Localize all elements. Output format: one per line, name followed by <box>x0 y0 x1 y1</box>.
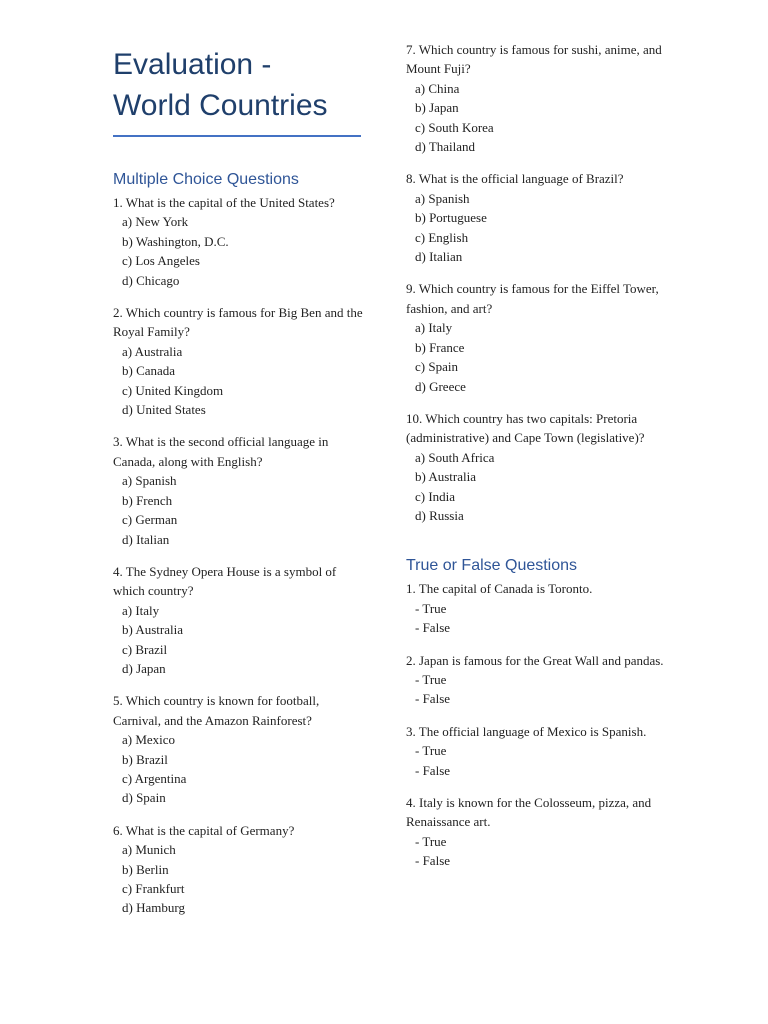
answer-option: - False <box>415 691 451 707</box>
answer-option: c) Spain <box>415 359 458 375</box>
answer-option: b) Canada <box>122 363 176 379</box>
answer-options <box>113 471 365 549</box>
answer-option: c) India <box>415 488 456 504</box>
question-item <box>113 432 365 548</box>
mcq-list-left <box>113 193 365 918</box>
answer-option: d) Hamburg <box>122 900 185 916</box>
answer-option: a) Australia <box>122 343 183 359</box>
answer-option: d) Chicago <box>122 272 180 288</box>
question-item <box>113 562 365 678</box>
question-text: 4. Italy is known for the Colosseum, pizza, and Renaissance art. <box>406 795 652 830</box>
answer-option: c) English <box>415 229 469 245</box>
answer-option: d) Thailand <box>415 139 476 155</box>
answer-option: c) Los Angeles <box>122 253 200 269</box>
question-item <box>406 793 668 871</box>
title-line-2: World Countries <box>113 89 328 122</box>
answer-option: b) Japan <box>415 100 459 116</box>
left-column <box>113 0 365 931</box>
question-item <box>406 409 668 525</box>
answer-option: d) Greece <box>415 378 466 394</box>
answer-option: d) United States <box>122 402 206 418</box>
true-false-list <box>406 579 668 870</box>
question-text: 8. What is the official language of Brazil? <box>406 171 624 187</box>
answer-option: b) France <box>415 339 465 355</box>
question-text: 4. The Sydney Opera House is a symbol of which country? <box>113 563 337 599</box>
answer-option: - True <box>415 671 447 687</box>
answer-option: b) Portuguese <box>415 210 487 226</box>
answer-option: - False <box>415 762 451 778</box>
answer-option: b) Brazil <box>122 751 168 767</box>
title-underline <box>113 135 361 137</box>
answer-option: a) South Africa <box>415 449 495 465</box>
answer-option: a) Mexico <box>122 732 176 748</box>
answer-options <box>406 599 668 638</box>
question-item <box>406 651 668 709</box>
answer-options <box>406 189 668 267</box>
answer-options <box>406 670 668 709</box>
question-item <box>406 169 668 266</box>
question-text: 3. What is the second official language in Canada, along with English? <box>113 434 329 469</box>
answer-option: a) Spanish <box>122 473 177 489</box>
title-line-1: Evaluation - <box>113 48 272 81</box>
answer-option: d) Spain <box>122 790 166 806</box>
question-text: 5. Which country is known for football, Carnival, and the Amazon Rainforest? <box>113 693 320 728</box>
answer-options <box>406 318 668 396</box>
answer-option: c) Frankfurt <box>122 881 185 896</box>
question-text: 9. Which country is famous for the Eiffel Tower, fashion, and art? <box>406 281 659 316</box>
question-text: 1. The capital of Canada is Toronto. <box>406 581 593 597</box>
question-item <box>113 691 365 807</box>
answer-options <box>406 448 668 526</box>
answer-options <box>406 79 668 157</box>
question-item <box>406 279 668 395</box>
answer-options <box>406 741 668 780</box>
answer-option: a) China <box>415 80 460 96</box>
answer-option: - True <box>415 743 447 759</box>
mcq-heading: Multiple Choice Questions <box>113 171 299 188</box>
answer-option: c) Argentina <box>122 770 187 786</box>
answer-options <box>113 730 365 808</box>
answer-option: - False <box>415 853 451 869</box>
question-text: 7. Which country is famous for sushi, anime, and Mount Fuji? <box>406 42 662 77</box>
question-item <box>113 303 365 419</box>
answer-option: - False <box>415 620 451 636</box>
question-item <box>406 722 668 780</box>
answer-option: c) German <box>122 512 178 528</box>
answer-option: d) Japan <box>122 660 166 676</box>
true-false-heading: True or False Questions <box>406 557 578 575</box>
answer-options <box>113 840 365 918</box>
question-text: 2. Which country is famous for Big Ben and the Royal Family? <box>113 305 363 340</box>
answer-option: a) Italy <box>415 320 453 336</box>
answer-option: c) United Kingdom <box>122 382 224 398</box>
answer-option: d) Italian <box>415 249 463 265</box>
answer-option: c) South Korea <box>415 119 494 135</box>
answer-option: a) Italy <box>122 602 160 618</box>
question-text: 10. Which country has two capitals: Pretoria (administrative) and Cape Town (legislative)? <box>406 410 645 446</box>
answer-option: a) Munich <box>122 842 176 858</box>
answer-option: c) Brazil <box>122 641 168 657</box>
question-item <box>406 40 668 156</box>
answer-option: - True <box>415 600 447 616</box>
question-text: 3. The official language of Mexico is Spanish. <box>406 723 647 739</box>
answer-option: b) French <box>122 492 173 508</box>
document-title <box>113 44 365 126</box>
answer-options <box>113 212 365 290</box>
question-item <box>406 579 668 637</box>
answer-options <box>113 601 365 679</box>
question-item <box>113 821 365 918</box>
answer-option: b) Australia <box>415 469 477 485</box>
answer-option: d) Russia <box>415 507 464 523</box>
question-text: 6. What is the capital of Germany? <box>113 822 295 838</box>
question-text: 1. What is the capital of the United States? <box>113 195 335 210</box>
answer-option: a) New York <box>122 214 189 230</box>
question-text: 2. Japan is famous for the Great Wall and pandas. <box>406 652 664 668</box>
right-column <box>406 0 668 884</box>
answer-option: a) Spanish <box>415 190 470 206</box>
answer-option: - True <box>415 833 447 849</box>
answer-option: b) Washington, D.C. <box>122 233 229 249</box>
question-item <box>113 193 365 290</box>
answer-option: d) Italian <box>122 531 170 547</box>
answer-options <box>406 832 668 871</box>
answer-options <box>113 342 365 420</box>
answer-option: b) Berlin <box>122 861 169 877</box>
answer-option: b) Australia <box>122 622 184 638</box>
mcq-list-right <box>406 40 668 525</box>
